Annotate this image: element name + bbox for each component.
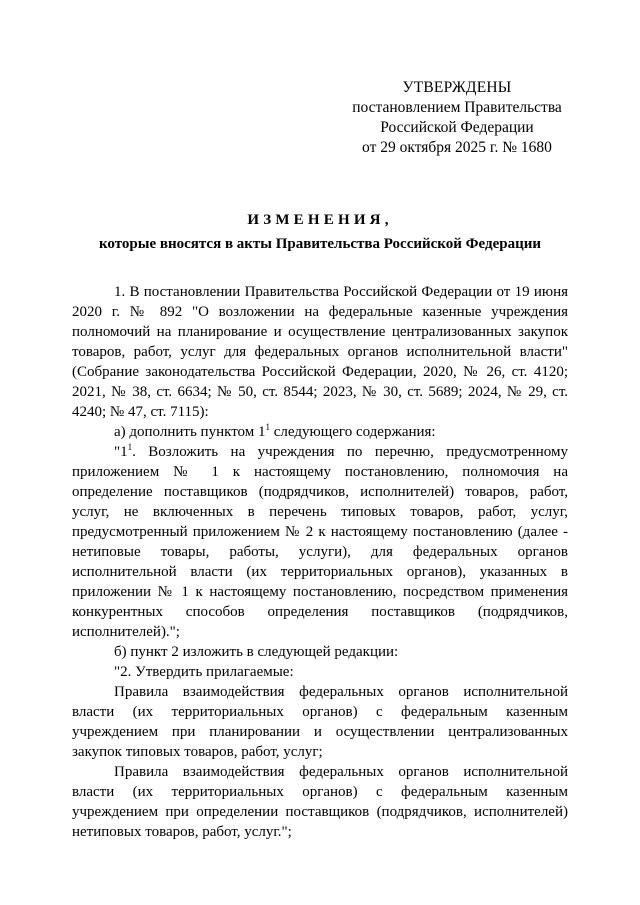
paragraph-4: б) пункт 2 изложить в следующей редакции: <box>114 644 399 660</box>
paragraph-5: "2. Утвердить прилагаемые: <box>114 664 294 680</box>
paragraph-2-text: а) дополнить пунктом 1 <box>114 424 266 440</box>
approval-title: УТВЕРЖДЕНЫ <box>402 79 512 96</box>
approval-line-2: Российской Федерации <box>380 119 534 136</box>
paragraph-7: Правила взаимодействия федеральных органов исполнительной власти (их территориальных органов) с федеральным казенным учреждением при определении поставщиков (подрядчиков, исполнителей) нетиповых товаров, работ, услуг."; <box>72 764 568 840</box>
paragraph-1: 1. В постановлении Правительства Российской Федерации от 19 июня 2020 г. № 892 "О возложении на федеральные казенные учреждения полномочий на планирование и осуществление централизованных закупок товаров, работ, услуг для федеральных органов исполнительной власти" (Собрание законодательства Российской Федерации, 2020, № 26, ст. 4120; 2021, № 38, ст. 6634; № 50, ст. 8544; 2023, № 30, ст. 5689; 2024, № 29, ст. 4240; № 47, ст. 7115): <box>72 284 568 420</box>
approval-line-3: от 29 октября 2025 г. № 1680 <box>362 139 552 156</box>
document-subtitle: которые вносятся в акты Правительства Российской Федерации <box>98 236 542 252</box>
document-title: ИЗМЕНЕНИЯ, <box>247 212 393 228</box>
paragraph-2-text-end: следующего содержания: <box>270 424 436 440</box>
paragraph-3 <box>72 442 568 642</box>
superscript: 1 <box>127 442 133 452</box>
paragraph-2 <box>72 422 568 442</box>
approval-line-1: постановлением Правительства <box>352 99 562 116</box>
paragraph-3-text: "1 <box>114 444 128 460</box>
paragraph-3-text-end: . Возложить на учреждения по перечню, предусмотренному приложением № 1 к настоящему постановлению, полномочия на определение поставщиков (подрядчиков, исполнителей) товаров, работ, услуг, не включенных в перечень типовых товаров, работ, услуг, предусмотренный приложением № 2 к настоящему постановлению (далее - нетиповые товары, работы, услуги), для федеральных органов исполнительной власти (их территориальных органов), указанных в приложении № 1 к настоящему постановлению, посредством применения конкурентных способов определения поставщиков (подрядчиков, исполнителей)."; <box>72 444 568 640</box>
approval-stamp <box>342 78 572 158</box>
superscript: 1 <box>265 422 271 432</box>
paragraph-6: Правила взаимодействия федеральных органов исполнительной власти (их территориальных органов) с федеральным казенным учреждением при планировании и осуществлении централизованных закупок типовых товаров, работ, услуг; <box>72 684 568 760</box>
document-body <box>72 282 568 842</box>
